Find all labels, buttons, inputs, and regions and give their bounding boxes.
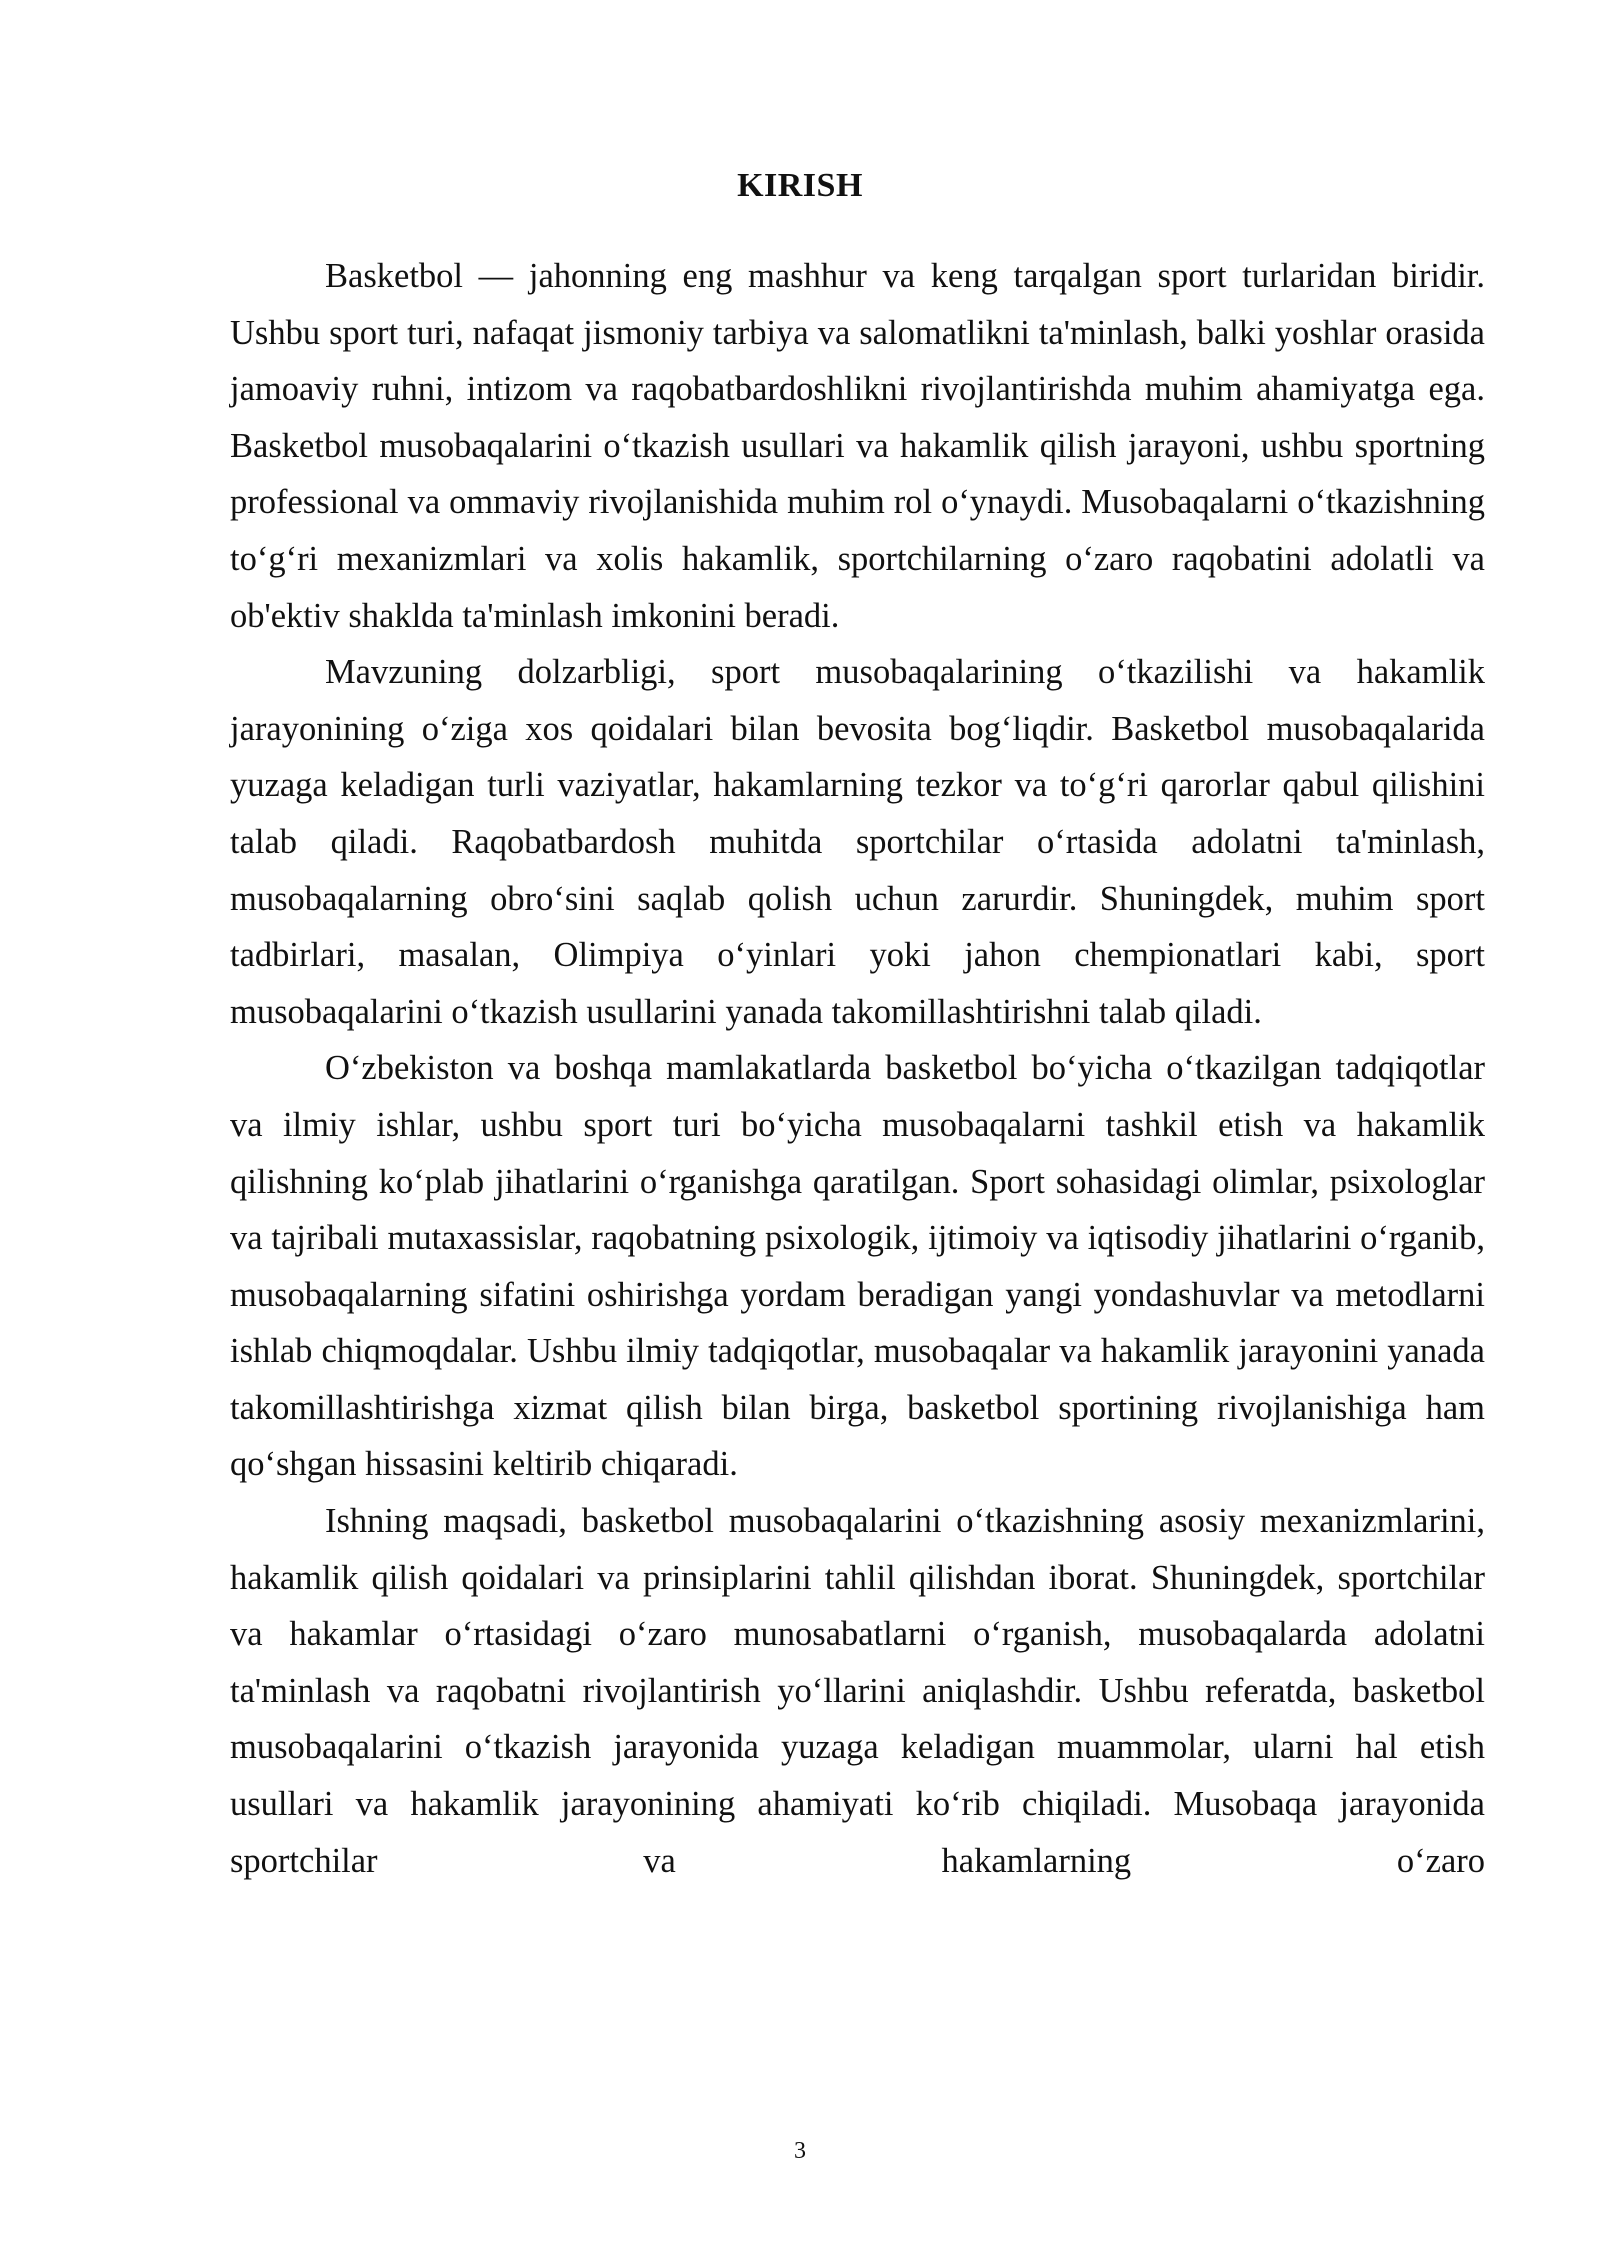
paragraph-goal: Ishning maqsadi, basketbol musobaqalarini o‘tkazishning asosiy mexanizmlarini, hakamlik qilish qoidalari va prinsiplarini tahlil qilishdan iborat. Shuningdek, sportchilar va hakamlar o‘rtasidagi o‘zaro munosabatlarni o‘rganish, musobaqalarda adolatni ta'minlash va raqobatni rivojlantirish yo‘llarini aniqlashdir. Ushbu referatda, basketbol musobaqalarini o‘tkazish jarayonida yuzaga keladigan muammolar, ularni hal etish usullari va hakamlik jarayonining ahamiyati ko‘rib chiqiladi. Musobaqa jarayonida sportchilar va hakamlarning o‘zaro — [230, 1502, 1485, 1880]
paragraph-research: O‘zbekiston va boshqa mamlakatlarda basketbol bo‘yicha o‘tkazilgan tadqiqotlar va ilmiy ishlar, ushbu sport turi bo‘yicha musobaqalarni tashkil etish va hakamlik qilishning ko‘plab jihatlarini o‘rganishga qaratilgan. Sport sohasidagi olimlar, psixologlar va tajribali mutaxassislar, raqobatning psixologik, ijtimoiy va iqtisodiy jihatlarini o‘rganib, musobaqalarning sifatini oshirishga yordam beradigan yangi yondashuvlar va metodlarni ishlab chiqmoqdalar. Ushbu ilmiy tadqiqotlar, musobaqalar va hakamlik jarayonini yanada takomillashtirishga xizmat qilish bilan birga, basketbol sportining rivojlanishiga ham qo‘shgan hissasini keltirib chiqaradi. — [230, 1049, 1485, 1484]
page-title: KIRISH — [737, 167, 863, 204]
page-number: 3 — [794, 2138, 806, 2164]
paragraph-relevance: Mavzuning dolzarbligi, sport musobaqalarining o‘tkazilishi va hakamlik jarayonining o‘ziga xos qoidalari bilan bevosita bog‘liqdir. Basketbol musobaqalarida yuzaga keladigan turli vaziyatlar, hakamlarning tezkor va to‘g‘ri qarorlar qabul qilishini talab qiladi. Raqobatbardosh muhitda sportchilar o‘rtasida adolatni ta'minlash, musobaqalarning obro‘sini saqlab qolish uchun zarurdir. Shuningdek, muhim sport tadbirlari, masalan, Olimpiya o‘yinlari yoki jahon chempionatlari kabi, sport musobaqalarini o‘tkazish usullarini yanada takomillashtirishni talab qiladi. — [230, 653, 1485, 1031]
body-text — [230, 248, 1485, 1889]
paragraph-intro: Basketbol — jahonning eng mashhur va keng tarqalgan sport turlaridan biridir. Ushbu sport turi, nafaqat jismoniy tarbiya va salomatlikni ta'minlash, balki yoshlar orasida jamoaviy ruhni, intizom va raqobatbardoshlikni rivojlantirishda muhim ahamiyatga ega. Basketbol musobaqalarini o‘tkazish usullari va hakamlik qilish jarayoni, ushbu sportning professional va ommaviy rivojlanishida muhim rol o‘ynaydi. Musobaqalarni o‘tkazishning to‘g‘ri mexanizmlari va xolis hakamlik, sportchilarning o‘zaro raqobatini adolatli va ob'ektiv shaklda ta'minlash imkonini beradi. — [230, 257, 1485, 635]
